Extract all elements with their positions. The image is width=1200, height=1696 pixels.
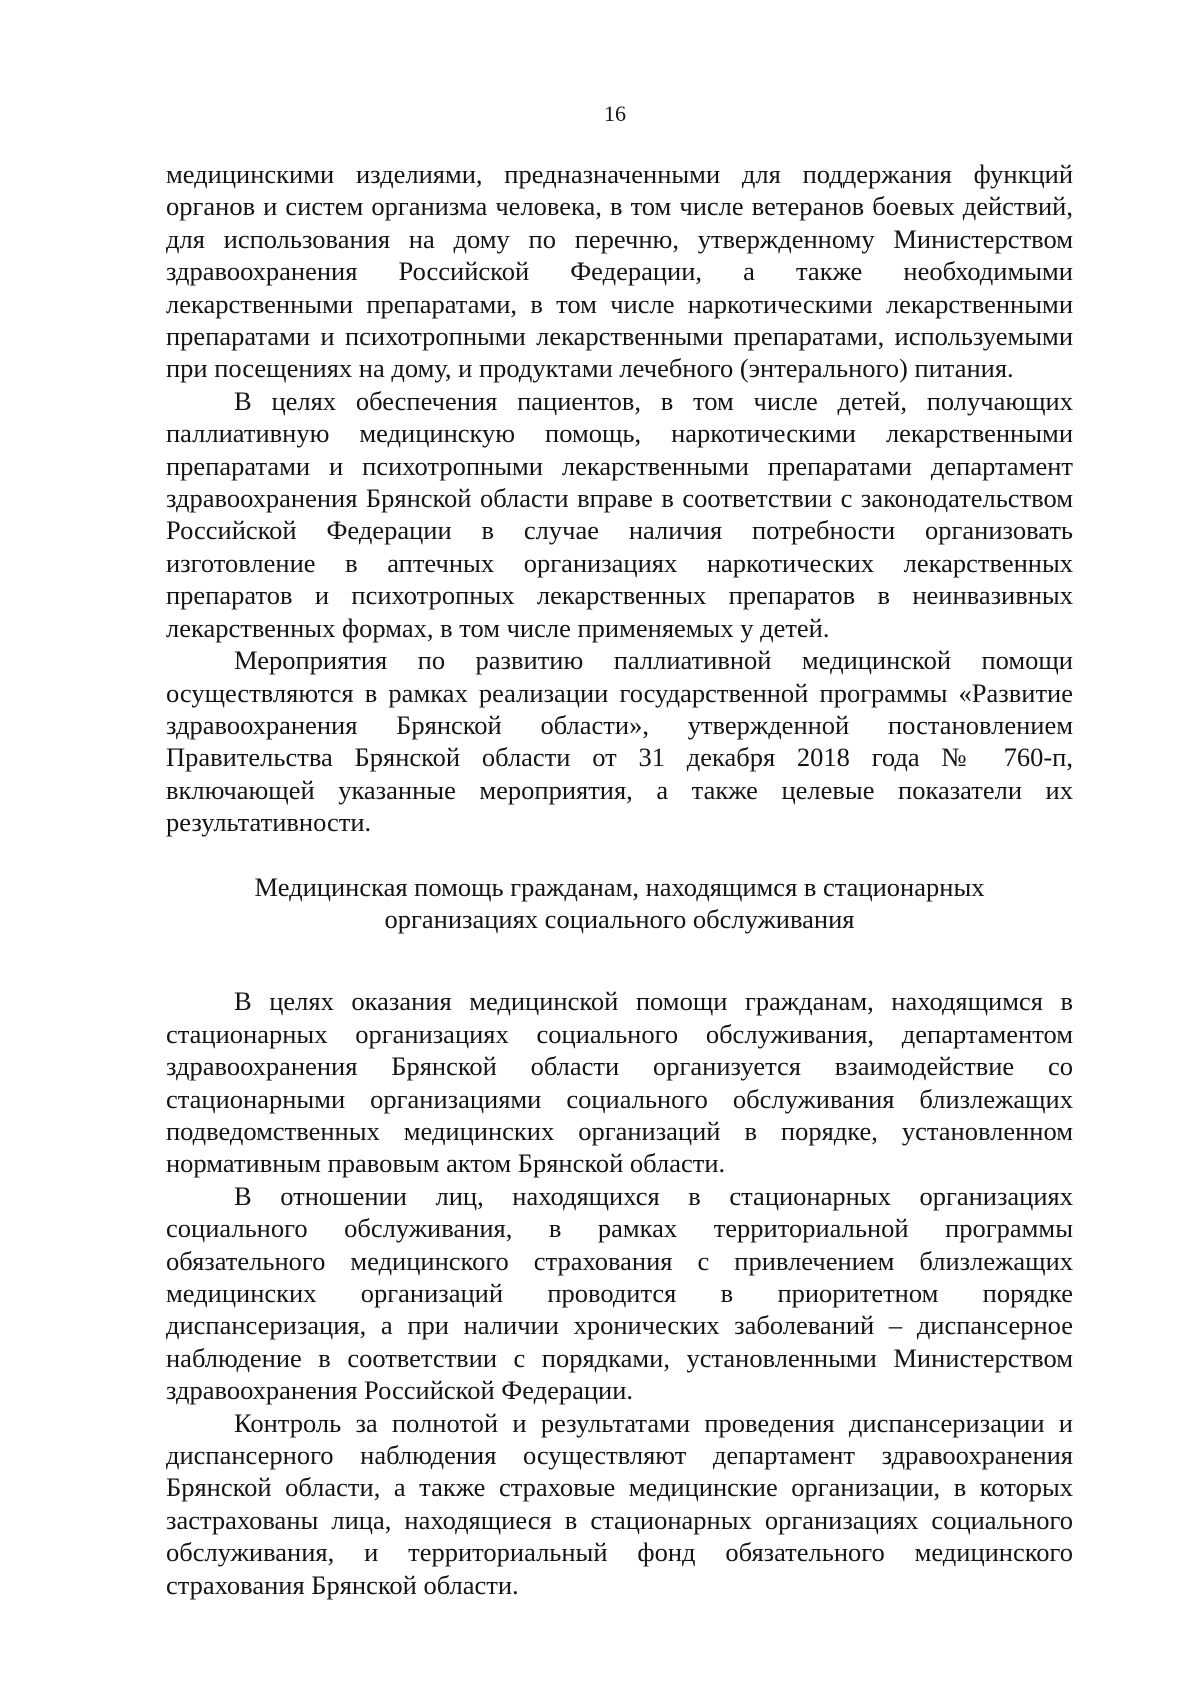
section-heading-line-2: организациях социального обслуживания [384,903,855,934]
paragraph-control: Контроль за полнотой и результатами проведения диспансеризации и диспансерного наблюдения осуществляют департамент здравоохранения Брянской области, а также страховые медицинские организации, в которых застрахованы лица, находящиеся в стационарных организациях социального обслуживания, и территориальный фонд обязательного медицинского страхования Брянской области. [166,1407,1073,1600]
paragraph-narcotic-drugs: В целях обеспечения пациентов, в том числе детей, получающих паллиативную медицинскую помощь, наркотическими лекарственными препаратами и психотропными лекарственными препаратами департамент здравоохранения Брянской области вправе в соответствии с законодательством Российской Федерации в случае наличия потребности организовать изготовление в аптечных организациях наркотических лекарственных препаратов и психотропных лекарственных препаратов в неинвазивных лекарственных формах, в том числе применяемых у детей. [166,385,1073,643]
paragraph-social-service-care: В целях оказания медицинской помощи гражданам, находящимся в стационарных организациях социального обслуживания, департаментом здравоохранения Брянской области организуется взаимодействие со стационарными организациями социального обслуживания близлежащих подведомственных медицинских организаций в порядке, установленном нормативным правовым актом Брянской области. [166,986,1073,1179]
section-heading [166,871,1073,936]
paragraph-state-program: Мероприятия по развитию паллиативной медицинской помощи осуществляются в рамках реализации государственной программы «Развитие здравоохранения Брянской области», утвержденной постановлением Правительства Брянской области от 31 декабря 2018 года № 760-п, включающей указанные мероприятия, а также целевые показатели их результативности. [166,645,1073,838]
page-number: 16 [604,101,626,126]
section-heading-line-1: Медицинская помощь гражданам, находящимся в стационарных [254,871,985,902]
paragraph-dispensarization: В отношении лиц, находящихся в стационарных организациях социального обслуживания, в рамках территориальной программы обязательного медицинского страхования с привлечением близлежащих медицинских организаций проводится в приоритетном порядке диспансеризация, а при наличии хронических заболеваний – диспансерное наблюдение в соответствии с порядками, установленными Министерством здравоохранения Российской Федерации. [166,1180,1073,1406]
paragraph-continuation: медицинскими изделиями, предназначенными для поддержания функций органов и систем организма человека, в том числе ветеранов боевых действий, для использования на дому по перечню, утвержденному Министерством здравоохранения Российской Федерации, а также необходимыми лекарственными препаратами, в том числе наркотическими лекарственными препаратами и психотропными лекарственными препаратами, используемыми при посещениях на дому, и продуктами лечебного (энтерального) питания. [166,159,1073,384]
document-body [166,158,1073,1601]
